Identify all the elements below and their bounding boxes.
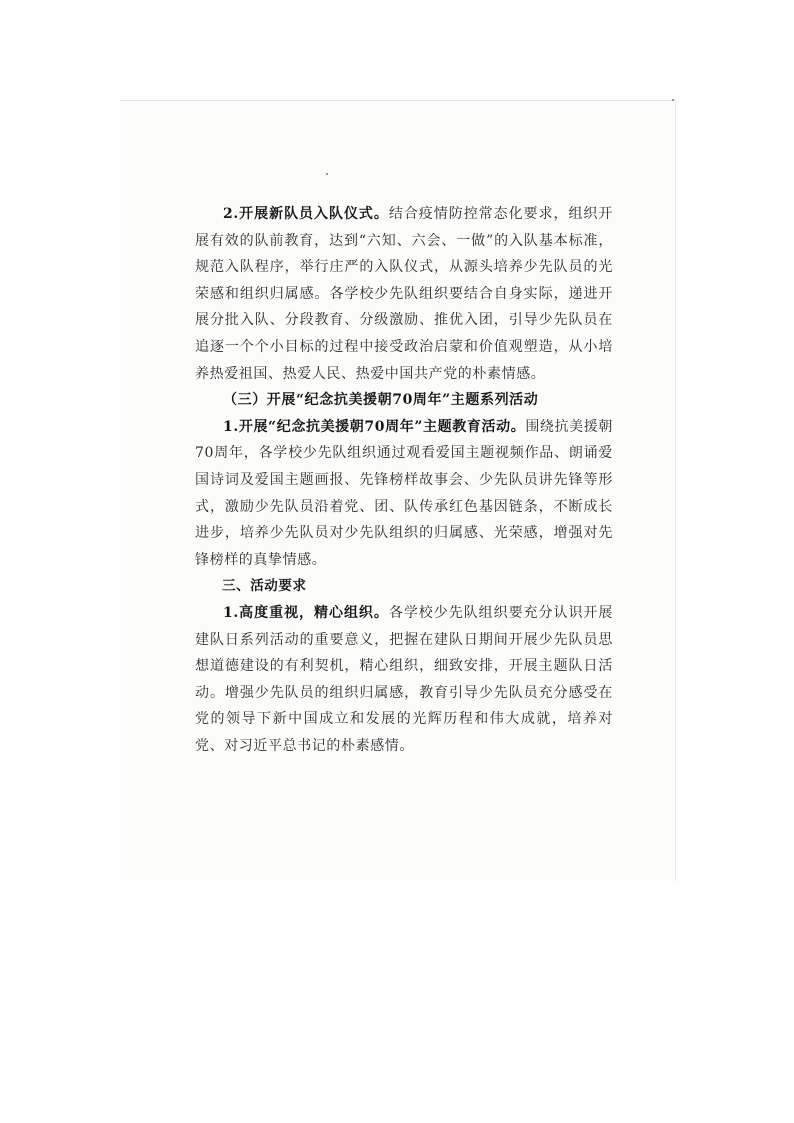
paragraph-organization — [195, 600, 613, 760]
paragraph-lead: 1.开展“纪念抗美援朝70周年”主题教育活动。 — [223, 418, 526, 435]
paragraph-anniversary-education — [195, 414, 613, 574]
paragraph-text: 结合疫情防控常态化要求，组织开展有效的队前教育，达到“六知、六会、一做”的入队基本标准，规范入队程序，举行庄严的入队仪式，从源头培养少先队员的光荣感和组织归属感。各学校少先队组织要结合自身实际，递进开展分批入队、分段教育、分级激励、推优入团，引导少先队员在追逐一个个小目标的过程中接受政治启蒙和价值观塑造，从小培养热爱祖国、热爱人民、热爱中国共产党的朴素情感。 — [195, 206, 613, 382]
subheading-anniversary-activities: （三）开展“纪念抗美援朝70周年”主题系列活动 — [223, 392, 539, 409]
scan-speck — [326, 173, 328, 175]
paragraph-text: 围绕抗美援朝70周年，各学校少先队组织通过观看爱国主题视频作品、朗诵爱国诗词及爱国主题画报、先锋榜样故事会、少先队员讲先锋等形式，激励少先队员沿着党、团、队传承红色基因链条，不断成长进步，培养少先队员对少先队组织的归属感、光荣感，增强对先锋榜样的真挚情感。 — [195, 418, 613, 568]
scan-speck — [672, 99, 674, 101]
paragraph-new-member-ceremony — [195, 201, 613, 387]
paragraph-lead: 2.开展新队员入队仪式。 — [223, 206, 389, 222]
document-body — [195, 201, 613, 759]
paragraph-text: 各学校少先队组织要充分认识开展建队日系列活动的重要意义，把握在建队日期间开展少先队员思想道德建设的有利契机，精心组织，细致安排，开展主题队日活动。增强少先队员的组织归属感，教育引导少先队员充分感受在党的领导下新中国成立和发展的光辉历程和伟大成就，培养对党、对习近平总书记的朴素感情。 — [195, 604, 613, 754]
paragraph-lead: 1.高度重视，精心组织。 — [223, 604, 389, 621]
section-title-requirements: 三、活动要求 — [222, 578, 307, 595]
